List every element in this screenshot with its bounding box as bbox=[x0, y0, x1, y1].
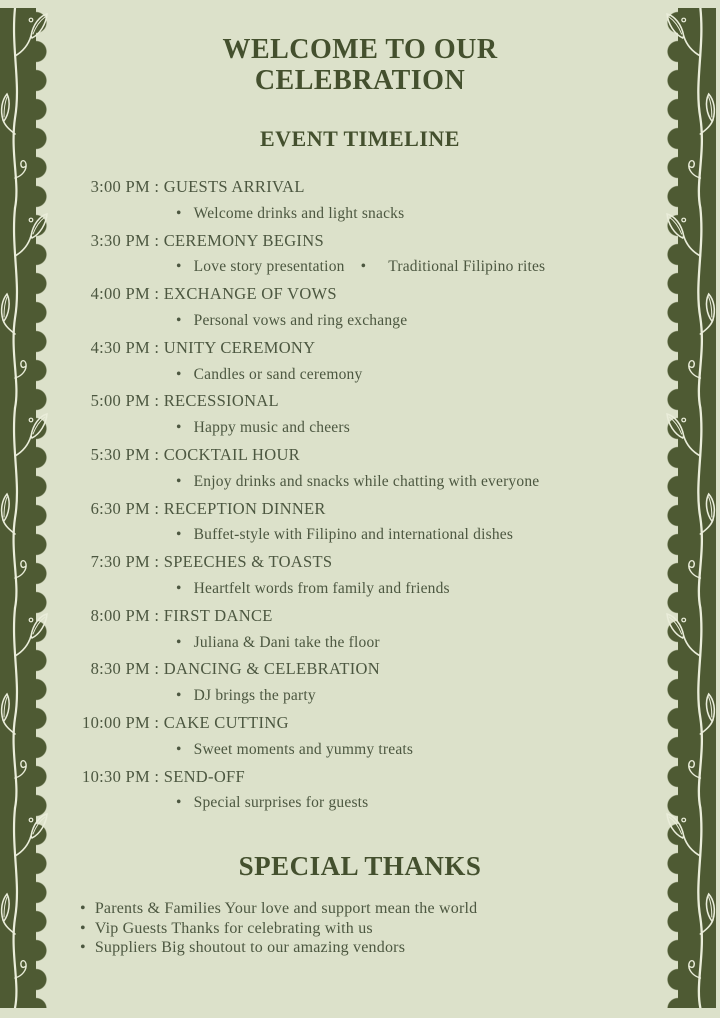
event-time-row bbox=[0, 228, 720, 255]
event-time: 6:30 PM bbox=[90, 498, 150, 518]
time-title-separator: : bbox=[150, 552, 164, 572]
title-line-2: CELEBRATION bbox=[254, 65, 466, 96]
event-detail-row bbox=[0, 469, 720, 496]
event-detail-row bbox=[0, 308, 720, 335]
bullet-icon: • bbox=[176, 204, 182, 222]
time-title-separator: : bbox=[150, 177, 164, 196]
bullet-icon: • bbox=[80, 900, 86, 918]
thanks-item bbox=[80, 919, 720, 939]
event-time-row bbox=[0, 388, 720, 415]
time-title-separator: : bbox=[150, 284, 164, 304]
thanks-item bbox=[80, 938, 720, 958]
event-title: FIRST DANCE bbox=[163, 605, 273, 625]
bullet-icon: • bbox=[176, 687, 182, 705]
bullet-icon: • bbox=[176, 311, 182, 329]
event-time-row bbox=[0, 764, 720, 791]
event-title: CEREMONY BEGINS bbox=[163, 230, 324, 250]
time-title-separator: : bbox=[150, 391, 164, 411]
event-detail: Happy music and cheers bbox=[193, 419, 350, 437]
bullet-icon: • bbox=[176, 365, 182, 383]
event-detail: Special surprises for guests bbox=[193, 794, 369, 812]
event-title: SEND-OFF bbox=[163, 766, 245, 786]
thanks-text: Suppliers Big shoutout to our amazing vendors bbox=[94, 939, 406, 957]
event-detail-row bbox=[0, 522, 720, 549]
bullet-icon: • bbox=[176, 472, 182, 490]
event-time-row bbox=[0, 656, 720, 683]
thanks-heading: SPECIAL THANKS bbox=[238, 851, 482, 882]
event-time: 5:00 PM bbox=[90, 391, 150, 411]
event-time: 4:00 PM bbox=[90, 284, 150, 304]
event-title: CAKE CUTTING bbox=[163, 712, 289, 732]
event-detail-row bbox=[0, 737, 720, 764]
event-detail: Welcome drinks and light snacks bbox=[193, 204, 405, 222]
event-detail: Traditional Filipino rites bbox=[388, 258, 546, 276]
bullet-icon: • bbox=[360, 258, 367, 276]
event-detail-row bbox=[0, 362, 720, 389]
event-detail: Juliana & Dani take the floor bbox=[193, 633, 380, 651]
event-detail-row bbox=[0, 683, 720, 710]
event-time: 3:30 PM bbox=[90, 230, 150, 250]
page-title bbox=[0, 34, 720, 96]
event-time-row bbox=[0, 442, 720, 469]
time-title-separator: : bbox=[150, 498, 164, 518]
thanks-text: Parents & Families Your love and support mean the world bbox=[94, 900, 478, 918]
time-title-separator: : bbox=[150, 712, 164, 732]
event-time: 10:30 PM bbox=[82, 766, 150, 786]
bullet-icon: • bbox=[176, 258, 182, 276]
time-title-separator: : bbox=[150, 605, 164, 625]
bullet-icon: • bbox=[176, 740, 182, 758]
event-title: EXCHANGE OF VOWS bbox=[163, 284, 337, 304]
bullet-icon: • bbox=[80, 939, 86, 957]
event-time-row bbox=[0, 549, 720, 576]
bullet-icon: • bbox=[176, 526, 182, 544]
event-time: 5:30 PM bbox=[90, 444, 150, 464]
time-title-separator: : bbox=[150, 659, 164, 679]
event-detail-row bbox=[0, 254, 720, 281]
event-title: COCKTAIL HOUR bbox=[163, 444, 300, 464]
bullet-icon: • bbox=[176, 794, 182, 812]
special-thanks-list bbox=[0, 899, 720, 958]
event-time-row bbox=[0, 710, 720, 737]
event-detail-row bbox=[0, 201, 720, 228]
event-title: RECESSIONAL bbox=[163, 391, 279, 411]
event-time-row bbox=[0, 335, 720, 362]
event-time: 7:30 PM bbox=[90, 552, 150, 572]
thanks-item bbox=[80, 899, 720, 919]
bullet-icon: • bbox=[176, 419, 182, 437]
event-detail: Heartfelt words from family and friends bbox=[193, 579, 450, 597]
event-detail: Enjoy drinks and snacks while chatting with everyone bbox=[193, 472, 540, 490]
event-title: DANCING & CELEBRATION bbox=[163, 659, 380, 679]
bullet-icon: • bbox=[176, 633, 182, 651]
event-title: RECEPTION DINNER bbox=[163, 498, 326, 518]
event-timeline-list bbox=[0, 174, 720, 817]
bullet-icon: • bbox=[80, 919, 86, 937]
event-detail: Personal vows and ring exchange bbox=[193, 311, 408, 329]
event-time-row bbox=[0, 603, 720, 630]
event-time-row bbox=[0, 496, 720, 523]
event-time: 4:30 PM bbox=[90, 337, 150, 357]
thanks-text: Vip Guests Thanks for celebrating with us bbox=[94, 919, 373, 937]
event-detail-row bbox=[0, 630, 720, 657]
time-title-separator: : bbox=[150, 766, 164, 786]
event-time: 3:00 PM bbox=[90, 177, 150, 196]
event-time-row bbox=[0, 281, 720, 308]
event-detail-row bbox=[0, 790, 720, 817]
event-time: 8:00 PM bbox=[90, 605, 150, 625]
event-title: GUESTS ARRIVAL bbox=[163, 177, 305, 196]
event-detail-row bbox=[0, 576, 720, 603]
event-detail: DJ brings the party bbox=[193, 687, 316, 705]
event-title: UNITY CEREMONY bbox=[163, 337, 316, 357]
time-title-separator: : bbox=[150, 337, 164, 357]
event-title: SPEECHES & TOASTS bbox=[163, 552, 333, 572]
event-detail: Sweet moments and yummy treats bbox=[193, 740, 414, 758]
event-detail: Love story presentation bbox=[193, 258, 345, 276]
event-detail: Buffet-style with Filipino and international dishes bbox=[193, 526, 514, 544]
event-time: 10:00 PM bbox=[82, 712, 150, 732]
event-detail-row bbox=[0, 415, 720, 442]
event-time-row bbox=[0, 174, 720, 201]
event-detail: Candles or sand ceremony bbox=[193, 365, 363, 383]
time-title-separator: : bbox=[150, 230, 164, 250]
timeline-heading: EVENT TIMELINE bbox=[260, 126, 460, 151]
time-title-separator: : bbox=[150, 444, 164, 464]
event-time: 8:30 PM bbox=[90, 659, 150, 679]
bullet-icon: • bbox=[176, 579, 182, 597]
title-line-1: WELCOME TO OUR bbox=[222, 34, 498, 65]
